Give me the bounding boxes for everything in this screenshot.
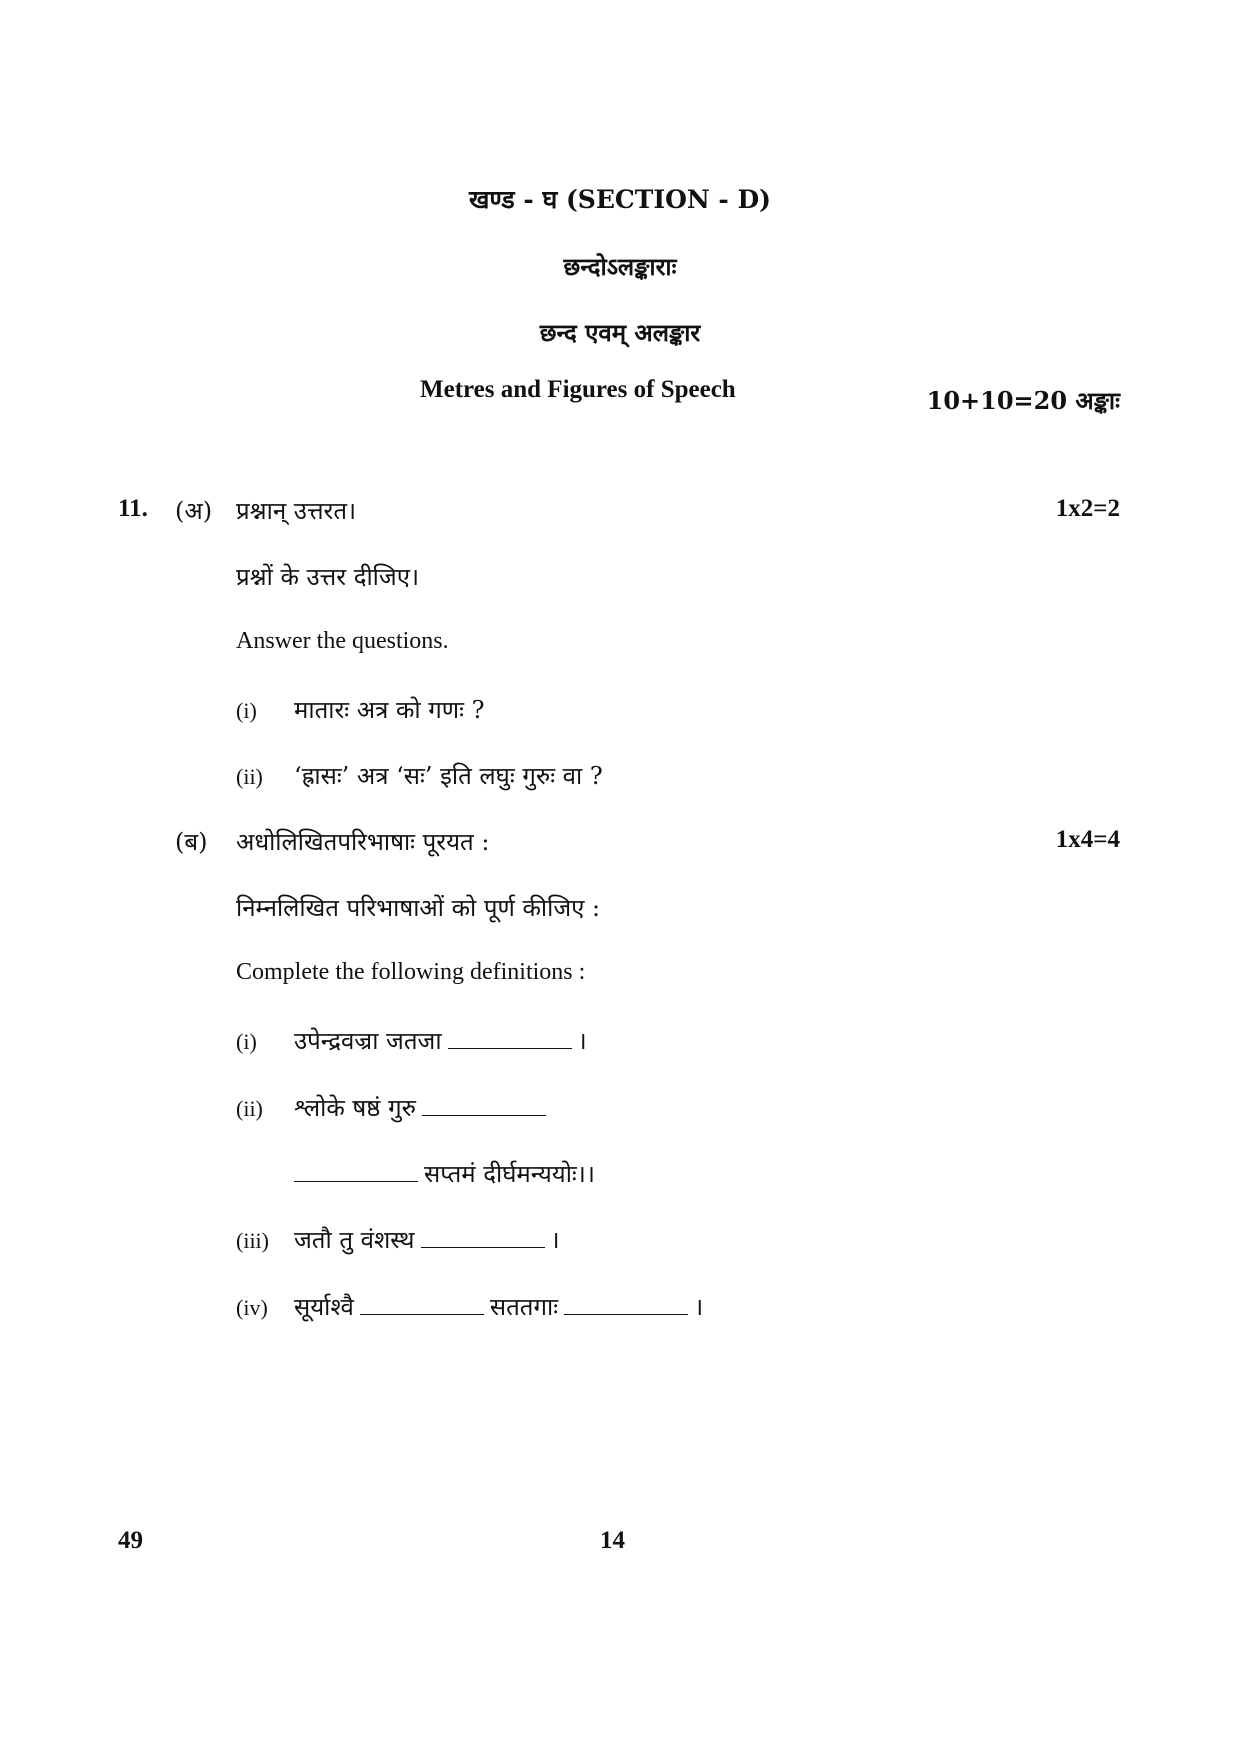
part-b-label: (ब): [175, 828, 208, 856]
item-text: ‘ह्रासः’ अत्र ‘सः’ इति लघुः गुरुः वा ?: [294, 762, 603, 790]
part-a-label: (अ): [175, 497, 213, 525]
total-marks: 10+10=20 अङ्काः: [926, 386, 1120, 415]
item-text: जतौ तु वंशस्थ: [294, 1226, 415, 1254]
list-item: [236, 1223, 560, 1256]
list-item: [236, 759, 603, 792]
item-number: (i): [236, 698, 257, 723]
part-b-instruction-hindi: निम्नलिखित परिभाषाओं को पूर्ण कीजिए :: [236, 894, 601, 922]
item-text: सूर्याश्वै: [294, 1293, 354, 1321]
question-number: 11.: [118, 495, 148, 522]
paper-code: 49: [118, 1527, 143, 1554]
answer-blank[interactable]: [448, 1047, 572, 1049]
item-number: (iv): [236, 1295, 268, 1320]
page-number: 14: [600, 1527, 625, 1554]
answer-blank[interactable]: [564, 1313, 688, 1315]
part-b-instruction-sanskrit: अधोलिखितपरिभाषाः पूरयत :: [236, 828, 490, 856]
subtitle-english: Metres and Figures of Speech: [420, 376, 736, 403]
answer-blank[interactable]: [360, 1313, 484, 1315]
item-number: (i): [236, 1029, 257, 1054]
part-a-instruction-hindi: प्रश्नों के उत्तर दीजिए।: [236, 563, 420, 591]
item-text: उपेन्द्रवज्रा जतजा: [294, 1027, 442, 1055]
item-middle: सततगाः: [489, 1293, 559, 1321]
part-a-instruction-english: Answer the questions.: [236, 628, 449, 654]
list-item: [294, 1157, 595, 1190]
item-number: (ii): [236, 764, 263, 789]
list-item: [236, 693, 484, 726]
answer-blank[interactable]: [421, 1246, 545, 1248]
item-suffix: ।: [550, 1226, 560, 1254]
section-title: खण्ड - घ (SECTION - D): [468, 185, 772, 214]
item-suffix: ।: [577, 1027, 587, 1055]
item-text: मातारः अत्र को गणः ?: [294, 696, 485, 724]
part-b-marks: 1x4=4: [1055, 826, 1120, 853]
subtitle-sanskrit: छन्दोऽलङ्काराः: [563, 252, 677, 281]
item-number: (ii): [236, 1096, 263, 1121]
item-number: (iii): [236, 1228, 269, 1253]
part-b-instruction-english: Complete the following definitions :: [236, 959, 586, 985]
list-item: [236, 1290, 703, 1323]
subtitle-hindi: छन्द एवम् अलङ्कार: [539, 318, 701, 347]
list-item: [236, 1024, 587, 1057]
item-text: श्लोके षष्ठं गुरु: [294, 1094, 416, 1122]
part-a-instruction-sanskrit: प्रश्नान् उत्तरत।: [236, 497, 357, 525]
answer-blank[interactable]: [422, 1114, 546, 1116]
answer-blank[interactable]: [294, 1180, 418, 1182]
item-suffix: सप्तमं दीर्घमन्ययोः।।: [424, 1160, 595, 1188]
part-a-marks: 1x2=2: [1055, 495, 1120, 522]
list-item: [236, 1091, 552, 1124]
item-suffix: ।: [694, 1293, 704, 1321]
